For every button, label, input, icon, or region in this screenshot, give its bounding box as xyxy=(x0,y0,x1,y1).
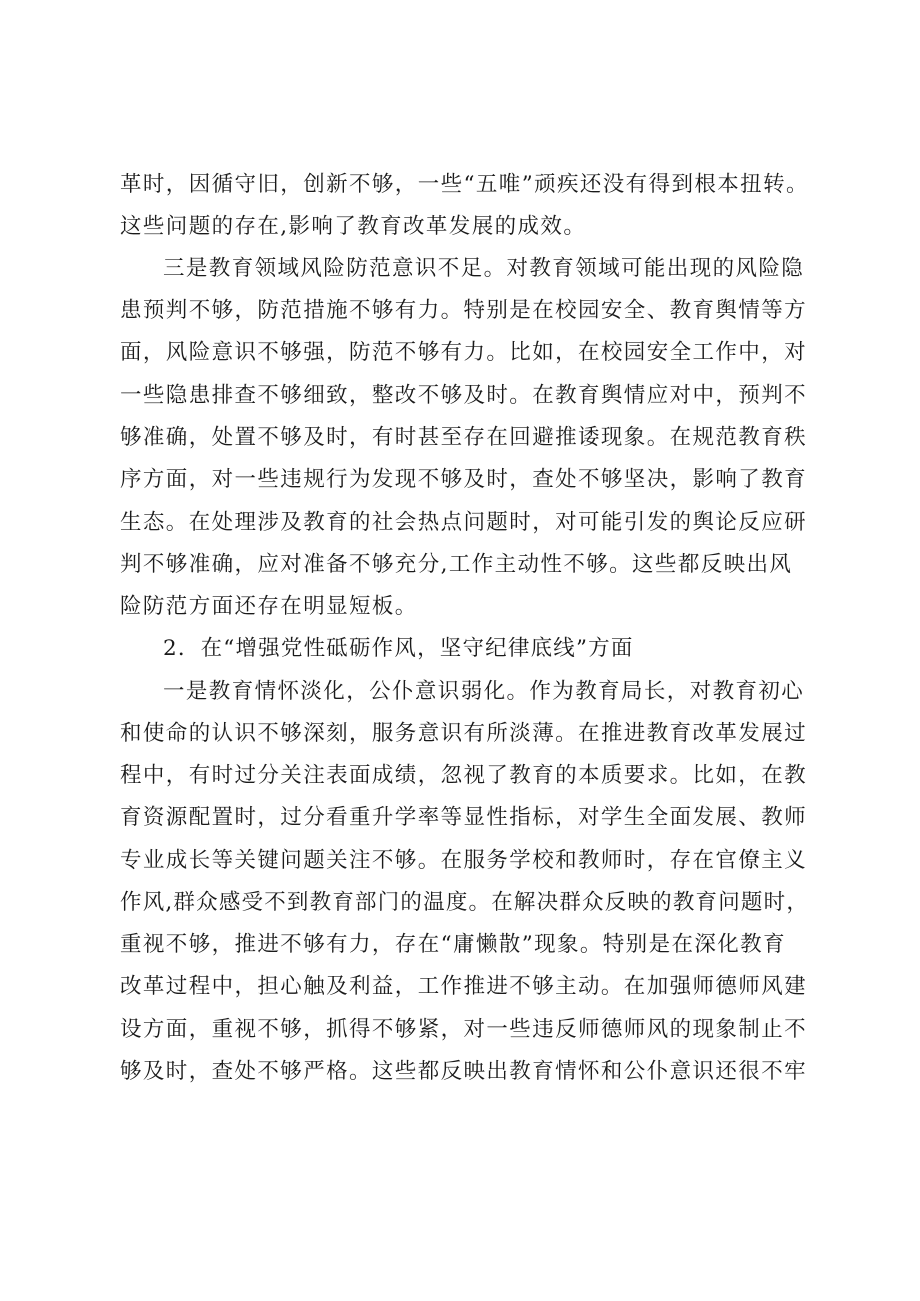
text-line-18: 作风,群众感受不到教育部门的温度。在解决群众反映的教育问题时， xyxy=(120,890,810,915)
text-line-17: 专业成长等关键问题关注不够。在服务学校和教师时，存在官僚主义 xyxy=(120,848,808,873)
paragraph-start-education-sentiment: 一是教育情怀淡化，公仆意识弱化。作为教育局长，对教育初心 xyxy=(163,679,805,704)
paragraph-start-risk-awareness: 三是教育领域风险防范意识不足。对教育领域可能出现的风险隐 xyxy=(163,256,805,281)
text-line-20: 改革过程中，担心触及利益，工作推进不够主动。在加强师德师风建 xyxy=(120,974,808,999)
text-line-6: 一些隐患排查不够细致，整改不够及时。在教育舆情应对中，预判不 xyxy=(120,383,808,408)
text-line-11: 险防范方面还存在明显短板。 xyxy=(120,594,418,619)
section-heading: 2．在“增强党性砥砺作风，坚守纪律底线”方面 xyxy=(163,636,634,661)
text-line-8: 序方面，对一些违规行为发现不够及时，查处不够坚决，影响了教育 xyxy=(120,467,808,492)
text-line-9: 生态。在处理涉及教育的社会热点问题时，对可能引发的舆论反应研 xyxy=(120,510,808,535)
text-line-16: 育资源配置时，过分看重升学率等显性指标，对学生全面发展、教师 xyxy=(120,805,808,830)
text-line-4: 患预判不够，防范措施不够有力。特别是在校园安全、教育舆情等方 xyxy=(120,298,808,323)
text-line-19: 重视不够，推进不够有力，存在“庸懒散”现象。特别是在深化教育 xyxy=(120,932,786,957)
text-line-2: 这些问题的存在,影响了教育改革发展的成效。 xyxy=(120,214,587,239)
text-line-21: 设方面，重视不够，抓得不够紧，对一些违反师德师风的现象制止不 xyxy=(120,1017,808,1042)
text-line-14: 和使命的认识不够深刻，服务意识有所淡薄。在推进教育改革发展过 xyxy=(120,721,808,746)
text-line-15: 程中，有时过分关注表面成绩，忽视了教育的本质要求。比如，在教 xyxy=(120,763,808,788)
text-line-22: 够及时，查处不够严格。这些都反映出教育情怀和公仆意识还很不牢 xyxy=(120,1059,808,1084)
text-line-1: 革时，因循守旧，创新不够，一些“五唯”顽疾还没有得到根本扭转。 xyxy=(120,172,809,197)
text-line-7: 够准确，处置不够及时，有时甚至存在回避推诿现象。在规范教育秩 xyxy=(120,425,808,450)
text-line-10: 判不够准确，应对准备不够充分,工作主动性不够。这些都反映出风 xyxy=(120,552,793,577)
text-line-5: 面，风险意识不够强，防范不够有力。比如，在校园安全工作中，对 xyxy=(120,340,808,365)
